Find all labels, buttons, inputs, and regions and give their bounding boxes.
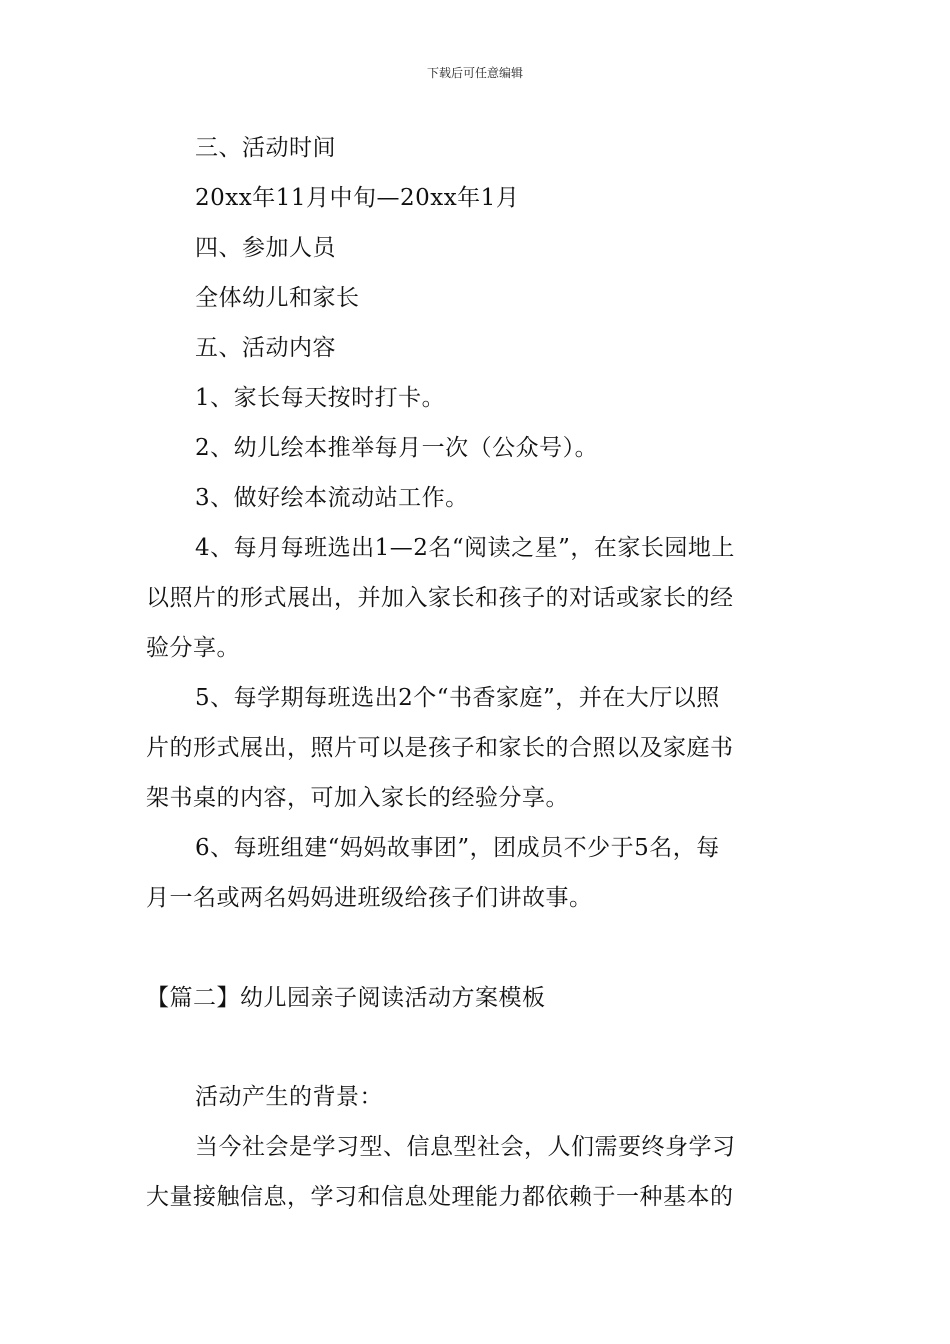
content-item-4-line-3: 验分享。 [146,635,240,661]
content-item-5-line-1: 5、每学期每班选出2个“书香家庭”，并在大厅以照 [195,685,720,711]
content-item-6-line-1: 6、每班组建“妈妈故事团”，团成员不少于5名，每 [195,835,720,861]
background-text-line-2: 大量接触信息，学习和信息处理能力都依赖于一种基本的 [146,1184,734,1210]
page-header-note: 下载后可任意编辑 [426,66,523,80]
activity-time-text: 20xx年11月中旬—20xx年1月 [195,185,520,211]
part-2-title: 【篇二】幼儿园亲子阅读活动方案模板 [146,985,546,1011]
content-item-5-line-2: 片的形式展出，照片可以是孩子和家长的合照以及家庭书 [146,735,734,761]
content-item-4-line-1: 4、每月每班选出1—2名“阅读之星”，在家长园地上 [195,535,735,561]
content-item-1: 1、家长每天按时打卡。 [195,385,446,411]
section-heading-content: 五、活动内容 [195,335,336,361]
background-heading: 活动产生的背景： [195,1084,383,1110]
participants-text: 全体幼儿和家长 [195,285,360,311]
section-heading-time: 三、活动时间 [195,135,336,161]
content-item-4-line-2: 以照片的形式展出，并加入家长和孩子的对话或家长的经 [146,585,734,611]
content-item-5-line-3: 架书桌的内容，可加入家长的经验分享。 [146,785,569,811]
content-item-3: 3、做好绘本流动站工作。 [195,485,469,511]
content-item-6-line-2: 月一名或两名妈妈进班级给孩子们讲故事。 [146,885,593,911]
content-item-2: 2、幼儿绘本推举每月一次（公众号）。 [195,435,599,461]
section-heading-participants: 四、参加人员 [195,235,336,261]
background-text-line-1: 当今社会是学习型、信息型社会，人们需要终身学习 [195,1134,736,1160]
